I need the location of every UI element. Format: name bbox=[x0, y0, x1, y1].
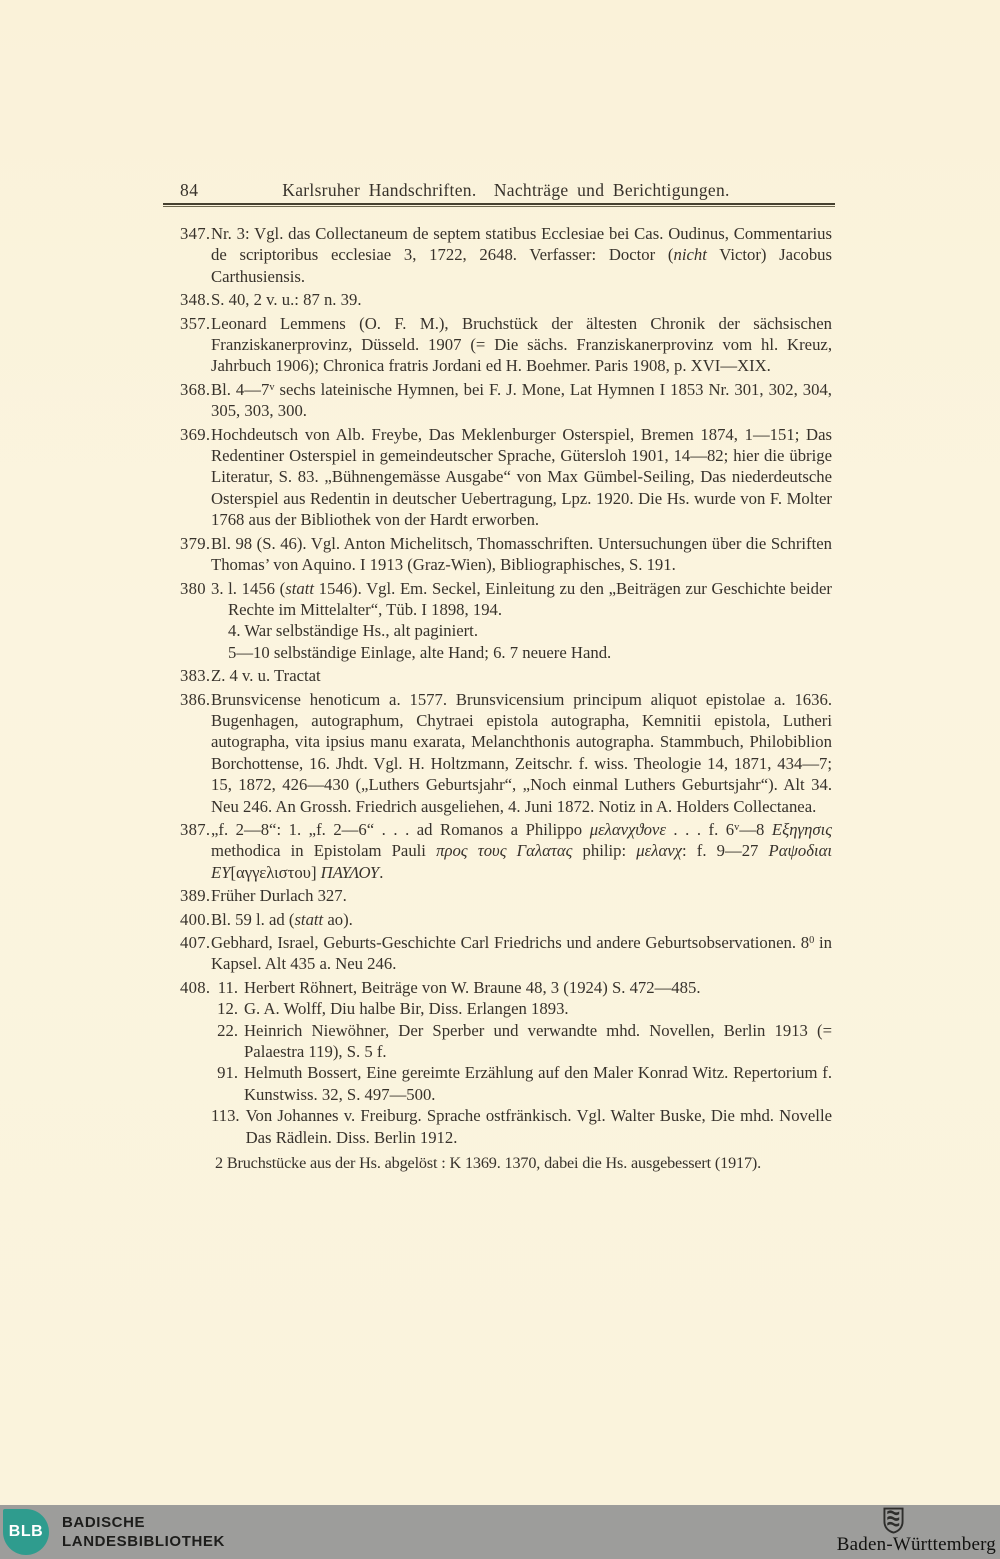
entry-body bbox=[211, 977, 832, 1175]
text-run: Hochdeutsch von Alb. Freybe, Das Meklenburger Osterspiel, Bremen 1874, 1—151; Das Redentiner Osterspiel in gemeindeutscher Sprache, Gütersloh 1901, 14—82; hier die übrige Literatur, S. 83. „Bühnengemässe Ausgabe“ von Max Gümbel-Seiling, Das niederdeutsche Osterspiel aus Redentin in deutscher Uebertragung, Lpz. 1920. Die Hs. wurde von F. Molter 1768 aus der Bibliothek von der Hardt erworben. bbox=[211, 424, 832, 530]
sub-entry-number: 91. bbox=[217, 1063, 238, 1083]
entry-paragraph bbox=[211, 689, 832, 817]
entry-body bbox=[211, 885, 832, 906]
sub-entry-number: 113. bbox=[211, 1106, 240, 1126]
text-run: ΠΑΥΛΟΥ bbox=[320, 862, 380, 882]
sub-entry-text bbox=[246, 1105, 832, 1148]
blb-logo-text: BLB bbox=[8, 1523, 44, 1540]
entry-body bbox=[211, 665, 832, 686]
entry-paragraph bbox=[211, 819, 832, 883]
text-run: in Kapsel. Alt 435 a. Neu 246. bbox=[211, 933, 832, 974]
entry-body bbox=[211, 689, 832, 817]
text-run: [αγγελιστου] bbox=[230, 862, 321, 882]
text-run: ao). bbox=[323, 909, 353, 929]
blb-logo bbox=[3, 1509, 49, 1555]
entry-paragraph bbox=[211, 379, 832, 422]
entry-number: 369. bbox=[180, 424, 211, 444]
rule-line-thin bbox=[163, 206, 835, 207]
catalog-entry bbox=[180, 909, 832, 930]
text-run: Z. 4 v. u. Tractat bbox=[211, 666, 321, 686]
entry-number: 368. bbox=[180, 379, 211, 399]
text-run: sechs lateinische Hymnen, bei F. J. Mone, Lat Hymnen I 1853 Nr. 301, 302, 304, 305, 303, 300. bbox=[211, 379, 832, 421]
entry-body bbox=[211, 289, 832, 310]
rule-line-thick bbox=[163, 203, 835, 205]
text-run: 3. l. 1456 ( bbox=[211, 578, 286, 598]
page-title: Karlsruher Handschriften. Nachträge und Berichtigungen. bbox=[282, 180, 730, 200]
entry-paragraph bbox=[211, 533, 832, 576]
library-name bbox=[62, 1513, 225, 1551]
entry-paragraph bbox=[211, 1105, 832, 1148]
text-run: Helmuth Bossert, Eine gereimte Erzählung auf den Maler Konrad Witz. Repertorium f. Kunstwiss. 32, S. 497—500. bbox=[244, 1063, 832, 1104]
entry-body bbox=[211, 223, 832, 287]
entry-paragraph bbox=[211, 665, 832, 686]
entry-number: 389. bbox=[180, 886, 211, 906]
text-run: Früher Durlach 327. bbox=[211, 886, 347, 906]
header-double-rule bbox=[163, 203, 835, 207]
entry-paragraph bbox=[211, 885, 832, 906]
text-run: G. A. Wolff, Diu halbe Bir, Diss. Erlangen 1893. bbox=[244, 999, 569, 1019]
entries-list bbox=[180, 223, 832, 1176]
text-run: „f. 2—8“: 1. „f. 2—6“ . . . ad Romanos a Philippo bbox=[211, 819, 590, 839]
text-run: philip: bbox=[572, 841, 637, 861]
text-run: . . . f. 6 bbox=[665, 819, 735, 839]
entry-paragraph bbox=[211, 578, 832, 621]
text-run: methodica in Epistolam Pauli bbox=[211, 841, 437, 861]
text-run: Nr. 3: Vgl. das Collectaneum de septem statibus Ecclesiae bei Cas. Oudinus, Commentarius de scriptoribus ecclesiae 3, 1722, 2648. Verfasser: Doctor ( bbox=[211, 224, 832, 265]
footer-bar bbox=[0, 1505, 1000, 1559]
text-run: 1546). Vgl. Em. Seckel, Einleitung zu den „Beiträgen zur Geschichte beider Rechte im Mittelalter“, Tüb. I 1898, 194. bbox=[228, 578, 832, 619]
entry-number: 347. bbox=[180, 224, 211, 243]
entry-paragraph bbox=[211, 620, 832, 641]
text-run: Εξηγησις bbox=[771, 819, 833, 839]
entry-number: 379. bbox=[180, 533, 211, 553]
text-run: statt bbox=[294, 909, 324, 929]
text-run: v bbox=[734, 822, 740, 834]
sub-entry-number: 11. bbox=[217, 977, 238, 997]
text-run: μελανχ bbox=[636, 841, 682, 861]
entry-paragraph bbox=[211, 223, 832, 287]
text-run: —8 bbox=[739, 819, 772, 839]
text-run: . bbox=[379, 862, 384, 882]
entry-number: 357. bbox=[180, 313, 211, 333]
text-run: Victor) Jacobus Carthusiensis. bbox=[211, 245, 833, 286]
text-run: Gebhard, Israel, Geburts-Geschichte Carl Friedrichs und andere Geburtsobservationen. 8 bbox=[211, 933, 810, 952]
entry-body bbox=[211, 819, 832, 883]
entry-paragraph bbox=[211, 909, 832, 930]
entry-number: 387. bbox=[180, 819, 211, 839]
text-run: προς τους Γαλατας bbox=[436, 841, 573, 861]
entry-number: 407. bbox=[180, 933, 211, 952]
text-run: 2 Bruchstücke aus der Hs. abgelöst : K 1369. 1370, dabei die Hs. ausgebessert (1917). bbox=[215, 1154, 762, 1173]
entry-body bbox=[211, 533, 832, 576]
text-run: nicht bbox=[673, 245, 707, 265]
text-run: 4. War selbständige Hs., alt paginiert. bbox=[228, 621, 478, 641]
entry-body bbox=[211, 379, 832, 422]
entry-paragraph bbox=[211, 289, 832, 310]
entry-body bbox=[211, 313, 832, 377]
sub-entry-text bbox=[244, 977, 832, 998]
library-name-line1: BADISCHE bbox=[62, 1514, 146, 1531]
catalog-entry bbox=[180, 379, 832, 422]
catalog-entry bbox=[180, 223, 832, 287]
entry-paragraph bbox=[211, 642, 832, 663]
text-run: v bbox=[269, 382, 275, 394]
entry-paragraph bbox=[211, 977, 832, 998]
state-branding bbox=[837, 1507, 996, 1556]
catalog-entry bbox=[180, 885, 832, 906]
text-run: Heinrich Niewöhner, Der Sperber und verwandte mhd. Novellen, Berlin 1913 (= Palaestra 119), S. 5 f. bbox=[244, 1020, 832, 1062]
text-run: μελανχϑονε bbox=[589, 819, 666, 839]
catalog-entry bbox=[180, 689, 832, 817]
entry-body bbox=[211, 578, 832, 664]
catalog-entry bbox=[180, 665, 832, 686]
catalog-entry bbox=[180, 533, 832, 576]
text-run: S. 40, 2 v. u.: 87 n. 39. bbox=[211, 290, 362, 310]
coat-of-arms-icon bbox=[883, 1507, 904, 1534]
text-run: statt bbox=[285, 578, 314, 598]
text-run: Ραψοδιαι ΕΥ bbox=[211, 841, 832, 882]
entry-paragraph bbox=[211, 998, 832, 1019]
entry-paragraph bbox=[211, 1020, 832, 1063]
entry-paragraph bbox=[211, 313, 832, 377]
page-number: 84 bbox=[180, 180, 199, 200]
catalog-entry bbox=[180, 932, 832, 975]
sub-entry-text bbox=[244, 1062, 832, 1105]
entry-paragraph bbox=[211, 932, 832, 975]
entry-number: 348. bbox=[180, 290, 211, 310]
entry-body bbox=[211, 909, 832, 930]
library-name-line2: LANDESBIBLIOTHEK bbox=[62, 1533, 225, 1550]
entry-paragraph bbox=[211, 1062, 832, 1105]
text-run: Herbert Röhnert, Beiträge von W. Braune 48, 3 (1924) S. 472—485. bbox=[244, 977, 701, 997]
sub-entry-text bbox=[244, 1020, 832, 1063]
catalog-entry bbox=[180, 424, 832, 531]
entry-number: 380 bbox=[180, 578, 206, 598]
catalog-entry bbox=[180, 578, 832, 664]
sub-entry-text bbox=[244, 998, 832, 1019]
entry-note bbox=[215, 1153, 832, 1174]
entry-number: 386. bbox=[180, 689, 211, 709]
text-run: Von Johannes v. Freiburg. Sprache ostfränkisch. Vgl. Walter Buske, Die mhd. Novelle Das Rädlein. Diss. Berlin 1912. bbox=[245, 1106, 832, 1147]
text-run: Brunsvicense henoticum a. 1577. Brunsvicensium principum aliquot epistolae a. 1636. Bugenhagen, autographum, Chytraei epistola autographa, Kemnitii epistola, Lutheri autographa, vita ipsius manu exarata, Melanchthonis autographa. Stammbuch, Philobiblion Borchottense, 16. Jhdt. Vgl. H. Holtzmann, Zeitschr. f. wiss. Theologie 14, 1871, 434—7; 15, 1872, 426—430 („Luthers Geburtsjahr“, „Noch einmal Luthers Geburtsjahr“). Alt 34. Neu 246. An Grossh. Friedrich ausgeliehen, 4. Juni 1872. Notiz in A. Holders Collectanea. bbox=[211, 689, 832, 816]
catalog-entry bbox=[180, 289, 832, 310]
state-name: Baden-Württemberg bbox=[836, 1534, 996, 1555]
entry-number: 400. bbox=[180, 909, 211, 929]
entry-body bbox=[211, 424, 832, 531]
text-run: : f. 9—27 bbox=[681, 841, 769, 861]
text-run: 5—10 selbständige Einlage, alte Hand; 6. 7 neuere Hand. bbox=[228, 642, 612, 662]
entry-number: 408. bbox=[180, 977, 211, 997]
catalog-entry bbox=[180, 313, 832, 377]
text-run: Leonard Lemmens (O. F. M.), Bruchstück der ältesten Chronik der sächsischen Franziskanerprovinz, Düsseld. 1907 (= Die sächs. Franziskanerprovinz vom hl. Kreuz, Jahrbuch 1906); Chronica fratris Jordani ed H. Boehmer. Paris 1908, p. XVI—XIX. bbox=[211, 313, 832, 376]
sub-entry-number: 12. bbox=[217, 999, 238, 1019]
entry-paragraph bbox=[211, 424, 832, 531]
text-run: Bl. 4—7 bbox=[211, 379, 270, 399]
catalog-entry bbox=[180, 819, 832, 883]
sub-entry-number: 22. bbox=[217, 1020, 238, 1040]
entry-body bbox=[211, 932, 832, 975]
text-run: Bl. 59 l. ad ( bbox=[211, 909, 295, 929]
catalog-entry bbox=[180, 977, 832, 1175]
text-run: Bl. 98 (S. 46). Vgl. Anton Michelitsch, Thomasschriften. Untersuchungen über die Schriften Thomas’ von Aquino. I 1913 (Graz-Wien), Bibliographisches, S. 191. bbox=[211, 533, 832, 575]
text-run: 0 bbox=[809, 935, 815, 947]
entry-number: 383. bbox=[180, 666, 211, 686]
